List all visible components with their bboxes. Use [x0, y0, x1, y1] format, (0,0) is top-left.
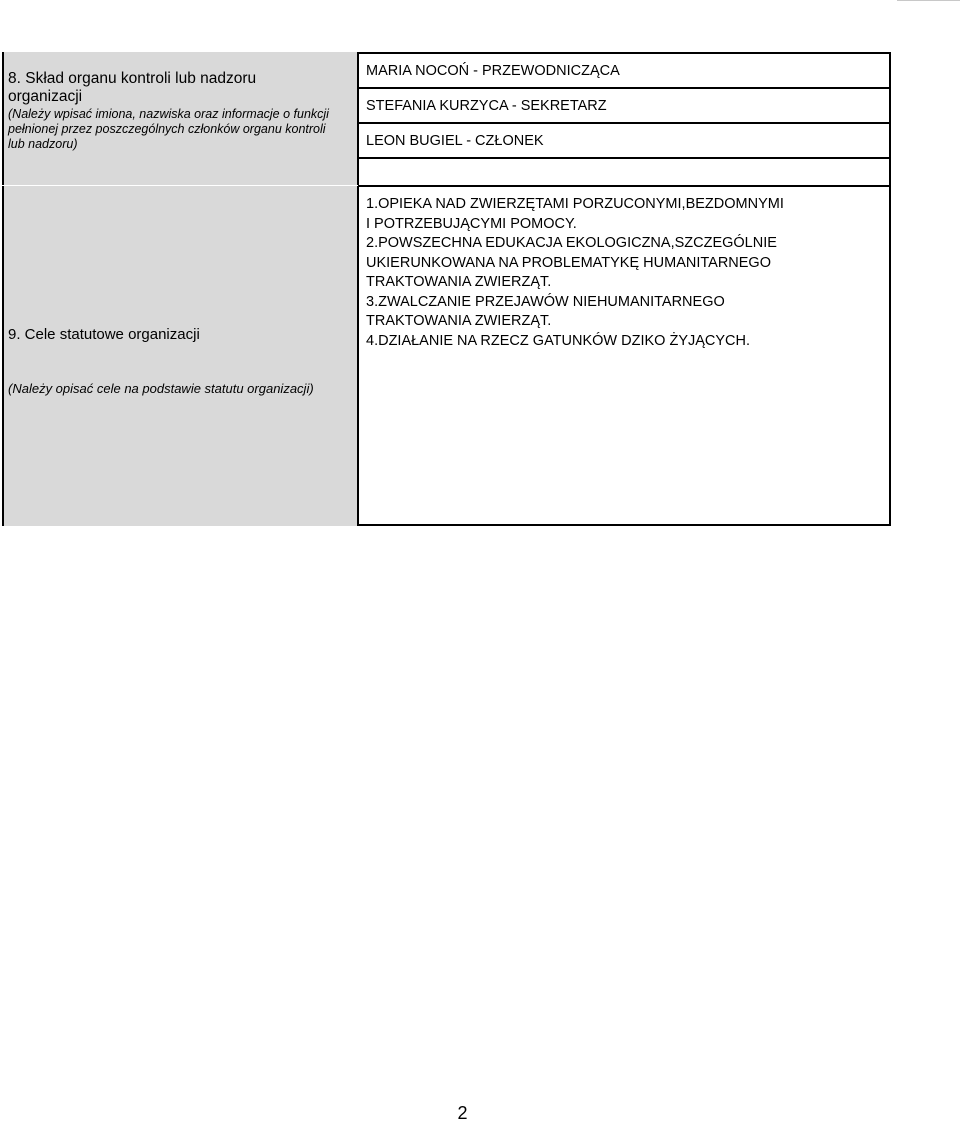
member-cell-2[interactable]: STEFANIA KURZYCA - SEKRETARZ — [366, 98, 607, 114]
section9-hint: (Należy opisać cele na podstawie statutu organizacji) — [8, 381, 314, 396]
row-divider-1 — [357, 87, 891, 89]
top-edge-line — [897, 0, 960, 1]
goal-line: UKIERUNKOWANA NA PROBLEMATYKĘ HUMANITARNEGO — [366, 254, 771, 271]
section9-title: 9. Cele statutowe organizacji — [8, 326, 200, 343]
row-divider-3 — [357, 157, 891, 159]
section8-hint-1: (Należy wpisać imiona, nazwiska oraz informacje o funkcji — [8, 107, 329, 121]
goal-line: 1.OPIEKA NAD ZWIERZĘTAMI PORZUCONYMI,BEZDOMNYMI — [366, 196, 784, 212]
member-cell-4[interactable] — [366, 163, 886, 181]
left-border — [2, 52, 4, 526]
section8-hint-2: pełnionej przez poszczególnych członków organu kontroli — [8, 122, 326, 136]
member-cell-1[interactable]: MARIA NOCOŃ - PRZEWODNICZĄCA — [366, 63, 620, 79]
section8-title: 8. Skład organu kontroli lub nadzoru — [8, 70, 257, 87]
goal-line: 4.DZIAŁANIE NA RZECZ GATUNKÓW DZIKO ŻYJĄCYCH. — [366, 332, 751, 349]
goal-line: 3.ZWALCZANIE PRZEJAWÓW NIEHUMANITARNEGO — [366, 293, 725, 310]
page-number: 2 — [457, 1103, 468, 1123]
goal-line: TRAKTOWANIA ZWIERZĄT. — [366, 313, 552, 329]
member-cell-3[interactable]: LEON BUGIEL - CZŁONEK — [366, 133, 544, 149]
section8-title-cont: organizacji — [8, 88, 83, 105]
goal-line: 2.POWSZECHNA EDUKACJA EKOLOGICZNA,SZCZEGÓLNIE — [366, 235, 777, 251]
section-divider-left — [2, 185, 358, 186]
goal-line: TRAKTOWANIA ZWIERZĄT. — [366, 274, 552, 290]
top-border — [357, 52, 891, 54]
goals-cell[interactable] — [366, 195, 886, 351]
row-divider-2 — [357, 122, 891, 124]
goal-line: I POTRZEBUJĄCYMI POMOCY. — [366, 215, 577, 232]
bottom-border — [357, 524, 891, 526]
form-table — [2, 52, 891, 526]
section8-hint-3: lub nadzoru) — [8, 137, 78, 151]
section-divider-right — [357, 185, 891, 187]
